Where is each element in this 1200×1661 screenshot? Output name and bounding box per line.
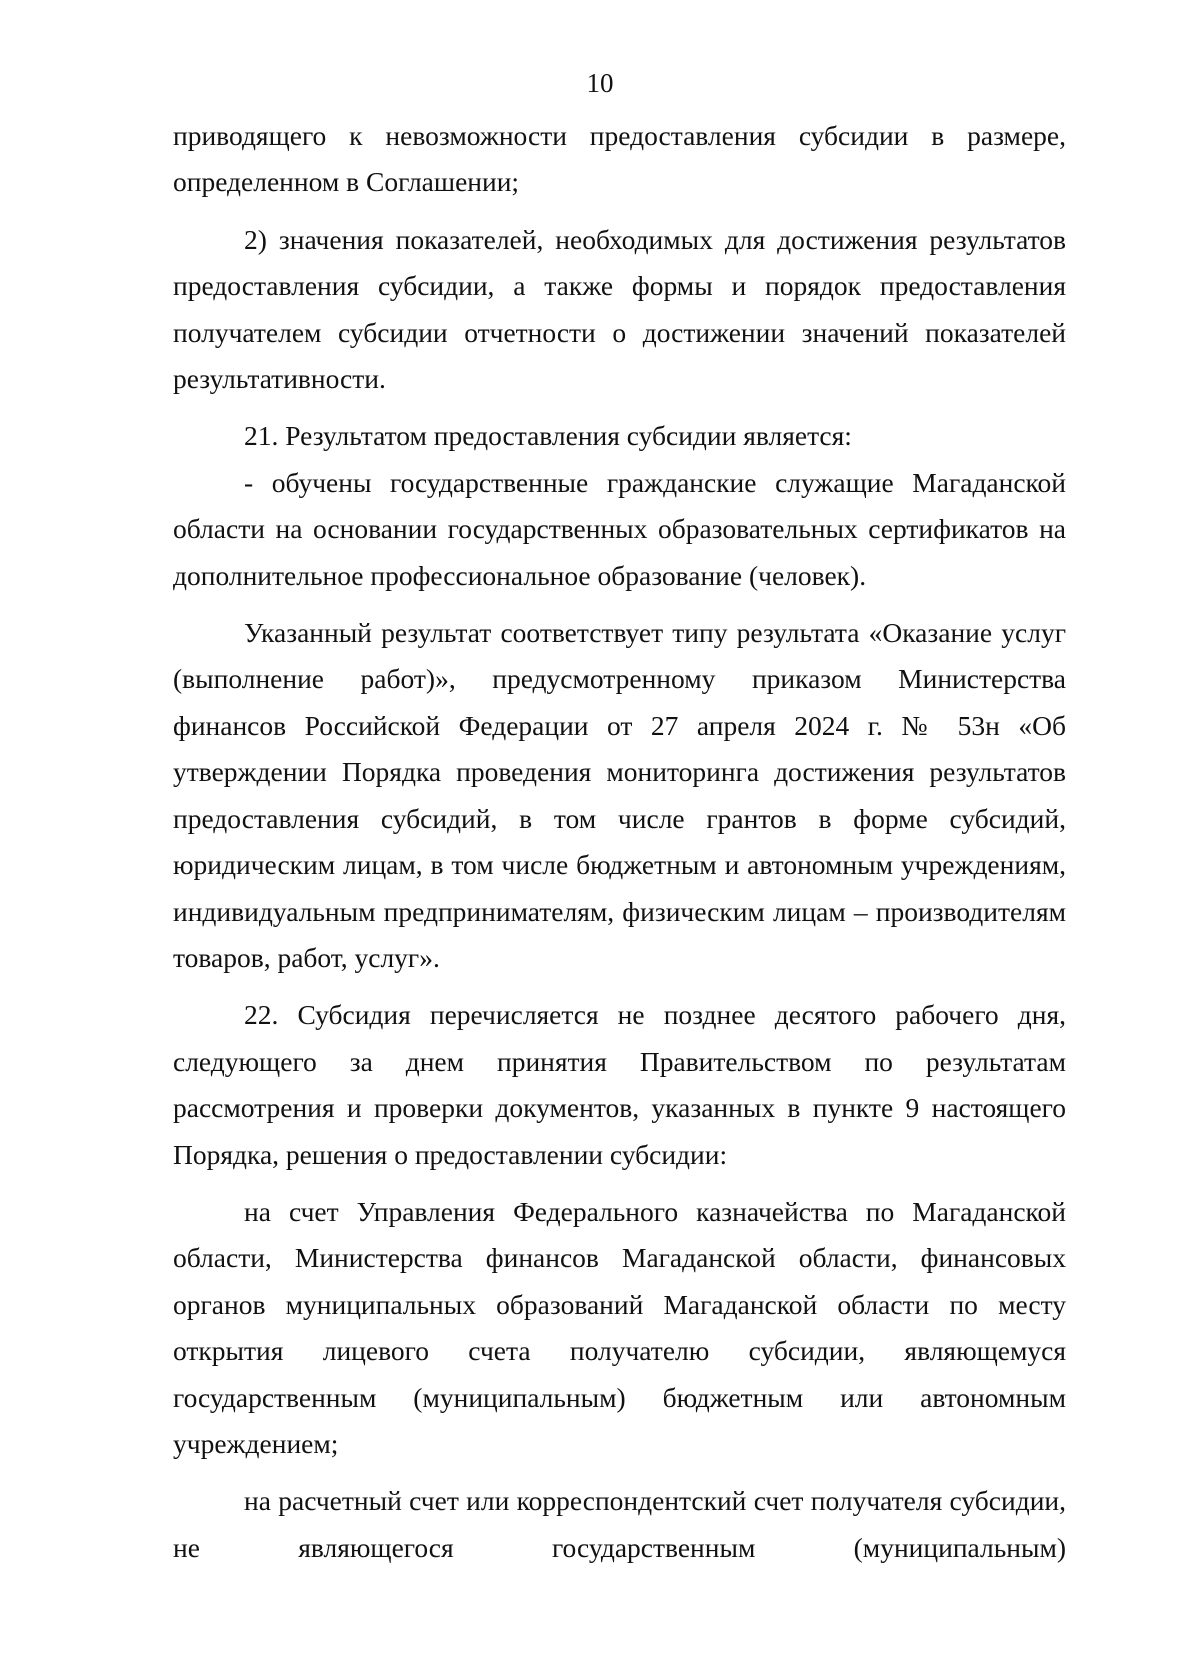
paragraph-result-type: Указанный результат соответствует типу результата «Оказание услуг (выполнение работ)», предусмотренному приказом Министерства финансов Российской Федерации от 27 апреля 2024 г. № 53н «Об утверждении Порядка проведения мониторинга достижения результатов предоставления субсидий, в том числе грантов в форме субсидий, юридическим лицам, в том числе бюджетным и автономным учреждениям, индивидуальным предпринимателям, физическим лицам – производителям товаров, работ, услуг». bbox=[173, 617, 1066, 973]
paragraph-clause-21: 21. Результатом предоставления субсидии является: bbox=[244, 420, 852, 452]
paragraph-result-item: - обучены государственные гражданские служащие Магаданской области на основании государственных образовательных сертификатов на дополнительное профессиональное образование (человек). bbox=[173, 466, 1066, 591]
paragraph-settlement-account: на расчетный счет или корреспондентский счет получателя субсидии, не являющегося государственным (муниципальным) bbox=[173, 1485, 1066, 1563]
paragraph-treasury-account: на счет Управления Федерального казначейства по Магаданской области, Министерства финансов Магаданской области, финансовых органов муниципальных образований Магаданской области по месту открытия лицевого счета получателю субсидии, являющемуся государственным (муниципальным) бюджетным или автономным учреждением; bbox=[173, 1195, 1066, 1459]
paragraph-item-2: 2) значения показателей, необходимых для достижения результатов предоставления субсидии, а также формы и порядок предоставления получателем субсидии отчетности о достижении значений показателей результативности. bbox=[173, 223, 1066, 395]
page-number: 10 bbox=[586, 68, 614, 98]
paragraph-clause-22: 22. Субсидия перечисляется не позднее десятого рабочего дня, следующего за днем принятия Правительством по результатам рассмотрения и проверки документов, указанных в пункте 9 настоящего Порядка, решения о предоставлении субсидии: bbox=[173, 999, 1066, 1170]
document-body bbox=[173, 113, 1066, 1571]
paragraph-continuation: приводящего к невозможности предоставления субсидии в размере, определенном в Соглашении; bbox=[173, 120, 1066, 198]
